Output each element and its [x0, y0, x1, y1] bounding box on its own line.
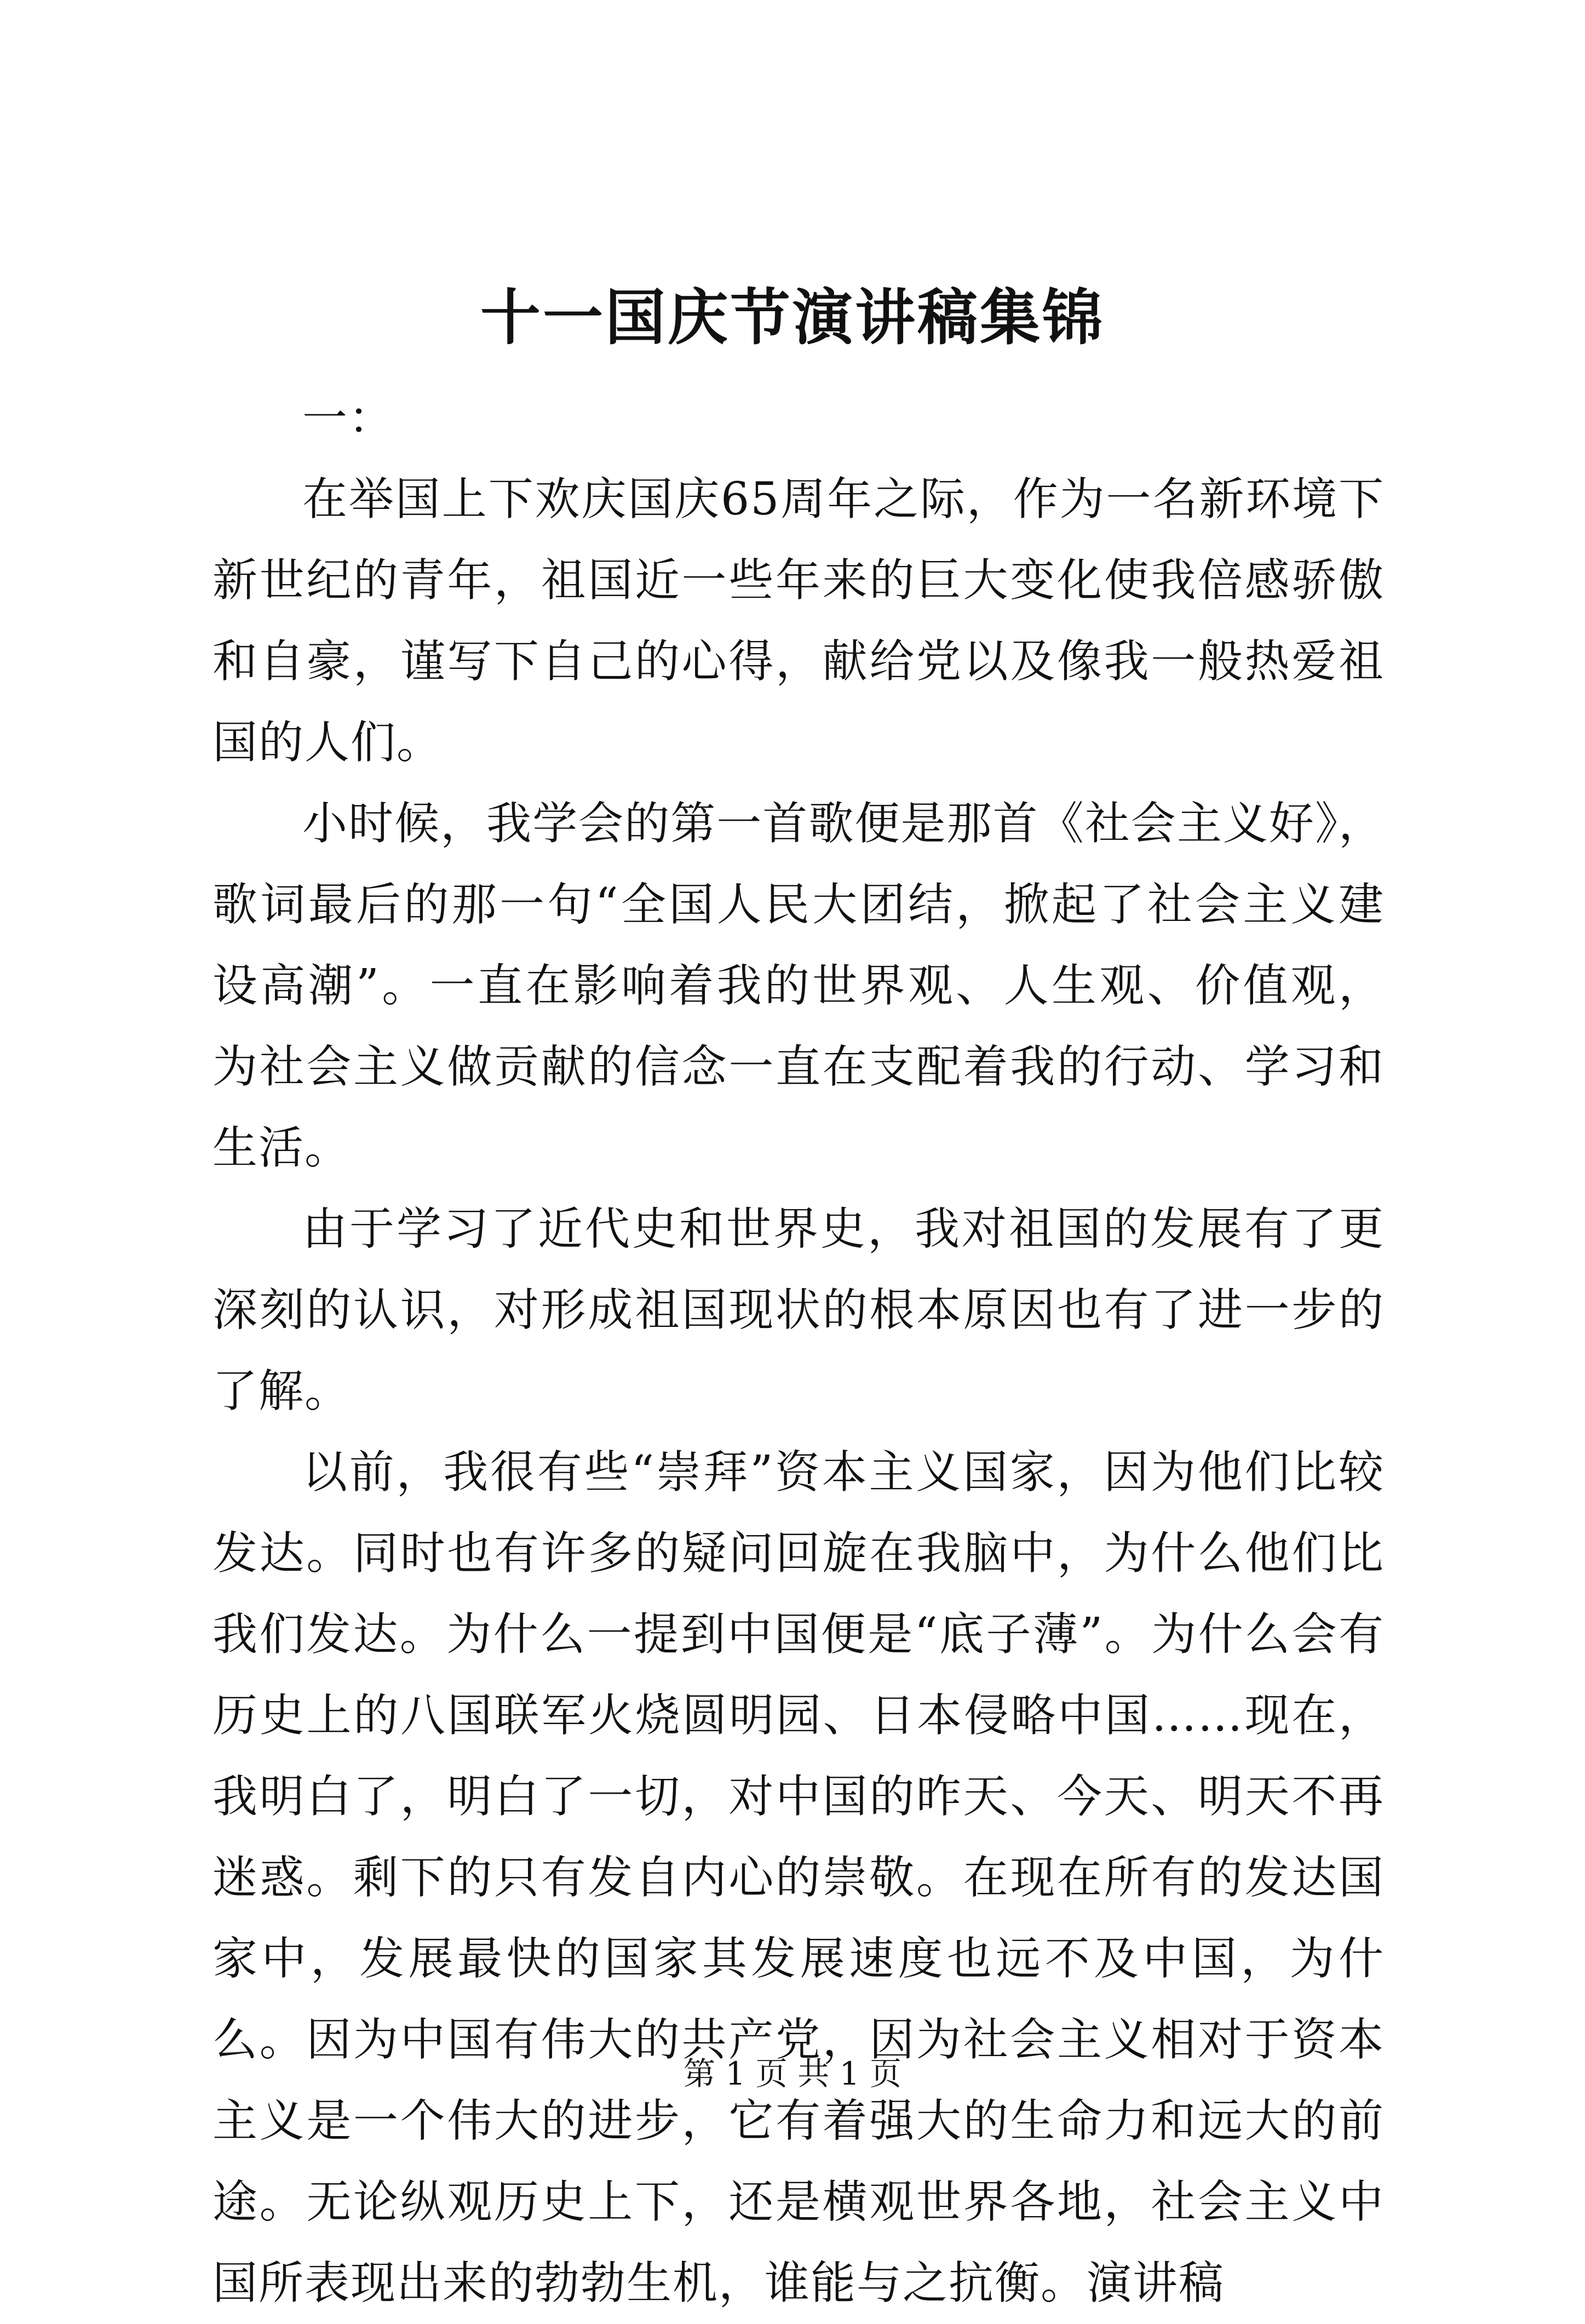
document-body	[213, 378, 1385, 2324]
page-footer: 第 1 页 共 1 页	[684, 2055, 901, 2092]
paragraph: 由于学习了近代史和世界史，我对祖国的发展有了更深刻的认识，对形成祖国现状的根本原因也有了进一步的了解。	[213, 1203, 1385, 1417]
paragraph: 在举国上下欢庆国庆65周年之际，作为一名新环境下新世纪的青年，祖国近一些年来的巨大变化使我倍感骄傲和自豪，谨写下自己的心得，献给党以及像我一般热爱祖国的人们。	[213, 473, 1385, 769]
section-heading: 一：	[302, 392, 395, 444]
paragraph: 以前，我很有些“崇拜”资本主义国家，因为他们比较发达。同时也有许多的疑问回旋在我脑中，为什么他们比我们发达。为什么一提到中国便是“底子薄”。为什么会有历史上的八国联军火烧圆明园、日本侵略中国……现在，我明白了，明白了一切，对中国的昨天、今天、明天不再迷惑。剩下的只有发自内心的崇敬。在现在所有的发达国家中，发展最快的国家其发展速度也远不及中国，为什么。因为中国有伟大的共产党，因为社会主义相对于资本主义是一个伟大的进步，它有着强大的生命力和远大的前途。无论纵观历史上下，还是横观世界各地，社会主义中国所表现出来的勃勃生机，谁能与之抗衡。演讲稿	[213, 1446, 1385, 2309]
document-title: 十一国庆节演讲稿集锦	[480, 282, 1105, 353]
paragraph: 小时候，我学会的第一首歌便是那首《社会主义好》，歌词最后的那一句“全国人民大团结，掀起了社会主义建设高潮”。一直在影响着我的世界观、人生观、价值观，为社会主义做贡献的信念一直在支配着我的行动、学习和生活。	[213, 798, 1385, 1174]
